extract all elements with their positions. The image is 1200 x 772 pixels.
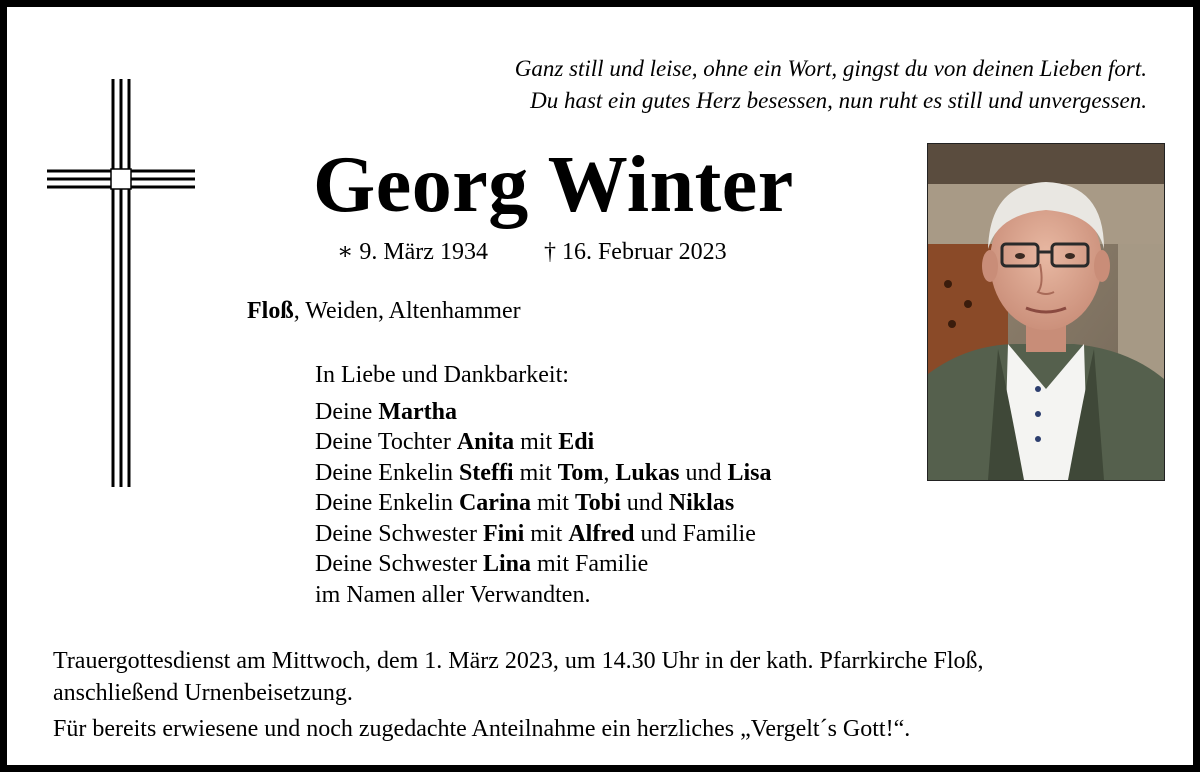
mourner-name: Lukas <box>615 459 680 486</box>
mourner-line <box>315 488 771 519</box>
mourner-text: Deine Enkelin <box>315 459 459 486</box>
mourner-line <box>315 580 771 611</box>
mourner-name: Alfred <box>568 520 635 547</box>
mourner-text: mit <box>524 520 569 547</box>
verse-line-2: Du hast ein gutes Herz besessen, nun ruht es still und unvergessen. <box>530 88 1147 113</box>
mourners-list <box>315 360 771 610</box>
mourner-text: , <box>603 459 616 486</box>
mourner-text: im Namen aller Verwandten. <box>315 581 591 608</box>
mourner-name: Fini <box>482 520 525 547</box>
mourner-text: mit <box>513 459 558 486</box>
mourner-text: Deine Schwester <box>315 520 483 547</box>
mourner-name: Niklas <box>668 490 735 516</box>
mourner-text: mit <box>514 429 559 455</box>
cross-icon <box>47 79 195 487</box>
mourner-name: Tobi <box>574 490 621 516</box>
mourner-line <box>315 397 771 428</box>
mourner-name: Martha <box>378 398 457 425</box>
memorial-verse <box>515 53 1147 117</box>
mourner-name: Anita <box>456 429 515 455</box>
verse-line-1: Ganz still und leise, ohne ein Wort, gingst du von deinen Lieben fort. <box>514 56 1147 81</box>
mourner-text: und <box>679 459 728 486</box>
service-line-2: anschließend Urnenbeisetzung. <box>53 680 353 706</box>
mourner-text: mit <box>530 490 575 516</box>
mourner-text: und Familie <box>634 520 756 547</box>
mourner-line <box>315 458 771 489</box>
mourner-name: Lisa <box>727 459 772 486</box>
portrait-image <box>928 144 1164 480</box>
places <box>247 295 521 327</box>
mourner-lines <box>315 397 771 611</box>
mourner-name: Tom <box>557 459 604 486</box>
birth-date: 9. März 1934 <box>359 239 488 265</box>
mourner-name: Lina <box>482 551 531 577</box>
mourner-text: Deine Schwester <box>315 551 483 577</box>
deceased-name: Georg Winter <box>313 141 794 229</box>
place-rest: , Weiden, Altenhammer <box>293 298 521 324</box>
place-primary: Floß <box>247 298 294 324</box>
death-dagger-icon: † <box>543 239 556 265</box>
service-line-1: Trauergottesdienst am Mittwoch, dem 1. März 2023, um 14.30 Uhr in der kath. Pfarrkirche Floß, <box>53 648 984 674</box>
mourner-text: und <box>620 490 669 516</box>
death-date: 16. Februar 2023 <box>561 239 727 265</box>
portrait-photo <box>927 143 1165 481</box>
mourner-line <box>315 519 771 550</box>
birth-star-icon: ∗ <box>337 239 354 265</box>
mourner-text: mit Familie <box>530 551 649 577</box>
mourner-text: Deine <box>315 398 379 425</box>
mourners-intro: In Liebe und Dankbarkeit: <box>315 362 569 388</box>
thanks-note: Für bereits erwiesene und noch zugedachte Anteilnahme ein herzliches „Vergelt´s Gott!“. <box>53 716 911 742</box>
mourner-name: Carina <box>458 490 531 516</box>
mourner-text: Deine Tochter <box>315 429 457 455</box>
life-dates <box>337 235 727 269</box>
funeral-service-notice <box>53 645 984 709</box>
mourner-line <box>315 427 771 458</box>
mourner-name: Edi <box>558 429 595 455</box>
mourner-line <box>315 549 771 580</box>
mourner-name: Steffi <box>458 459 514 486</box>
mourner-text: Deine Enkelin <box>315 490 459 516</box>
